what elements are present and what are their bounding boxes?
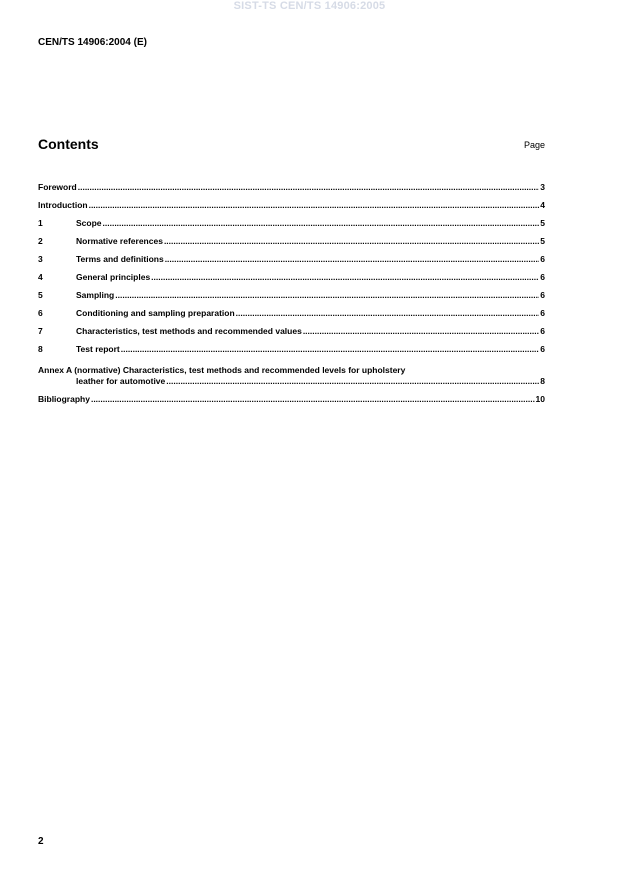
dot-leader (115, 290, 539, 301)
toc-entry-page: 8 (540, 376, 545, 386)
toc-entry-page: 5 (540, 236, 545, 246)
toc-entry-page: 4 (540, 200, 545, 210)
toc-entry-normative-references[interactable] (38, 229, 545, 247)
dot-leader (151, 272, 539, 283)
page-number: 2 (38, 836, 44, 847)
toc-entry-title: Introduction (38, 200, 88, 210)
toc-entry-page: 3 (540, 182, 545, 192)
toc-entry-characteristics[interactable] (38, 319, 545, 337)
toc-entry-number: 4 (38, 272, 43, 282)
toc-entry-page: 5 (540, 218, 545, 228)
dot-leader (164, 236, 539, 247)
document-id-header: CEN/TS 14906:2004 (E) (38, 37, 147, 48)
toc-entry-title: General principles (76, 272, 151, 282)
toc-entry-number: 3 (38, 254, 43, 264)
toc-entry-terms-and-definitions[interactable] (38, 247, 545, 265)
toc-entry-number: 7 (38, 326, 43, 336)
toc-entry-title: Normative references (76, 236, 163, 246)
toc-entry-page: 6 (540, 344, 545, 354)
toc-entry-page: 6 (540, 272, 545, 282)
toc-title: Contents (38, 136, 99, 152)
toc-entry-introduction[interactable] (38, 193, 545, 211)
toc-entry-conditioning[interactable] (38, 301, 545, 319)
toc-entry-title: Test report (76, 344, 120, 354)
toc-entry-title: Annex A (normative) Characteristics, test methods and recommended levels for upholstery (38, 365, 406, 375)
toc-entry-number: 8 (38, 344, 43, 354)
page-column-label: Page (523, 140, 545, 150)
toc-entry-title: Scope (76, 218, 102, 228)
toc-entry-number: 1 (38, 218, 43, 228)
toc-entry-title: Bibliography (38, 394, 90, 404)
toc-entry-scope[interactable] (38, 211, 545, 229)
dot-leader (78, 182, 540, 193)
dot-leader (91, 394, 535, 405)
toc-entry-title: Characteristics, test methods and recommended values (76, 326, 302, 336)
toc-entry-foreword[interactable] (38, 175, 545, 193)
toc-entry-page: 6 (540, 254, 545, 264)
toc-entry-number: 2 (38, 236, 43, 246)
toc-entry-sampling[interactable] (38, 283, 545, 301)
dot-leader (165, 254, 540, 265)
toc-entry-page: 10 (535, 394, 545, 404)
dot-leader (303, 326, 539, 337)
watermark: SIST-TS CEN/TS 14906:2005 (233, 0, 386, 12)
toc-entry-title: Sampling (76, 290, 115, 300)
dot-leader (121, 344, 539, 355)
toc-entry-page: 6 (540, 290, 545, 300)
dot-leader (236, 308, 540, 319)
toc-entry-title-continuation: leather for automotive (76, 376, 166, 386)
toc-entry-bibliography[interactable] (38, 387, 545, 405)
toc-entry-number: 5 (38, 290, 43, 300)
toc-entry-general-principles[interactable] (38, 265, 545, 283)
table-of-contents (38, 175, 545, 405)
toc-entry-page: 6 (540, 308, 545, 318)
dot-leader (166, 376, 539, 387)
toc-entry-title: Conditioning and sampling preparation (76, 308, 235, 318)
toc-entry-annex-a[interactable] (38, 355, 545, 387)
toc-entry-title: Foreword (38, 182, 77, 192)
toc-entry-number: 6 (38, 308, 43, 318)
dot-leader (103, 218, 540, 229)
dot-leader (89, 200, 540, 211)
toc-entry-page: 6 (540, 326, 545, 336)
toc-entry-title: Terms and definitions (76, 254, 164, 264)
toc-entry-test-report[interactable] (38, 337, 545, 355)
